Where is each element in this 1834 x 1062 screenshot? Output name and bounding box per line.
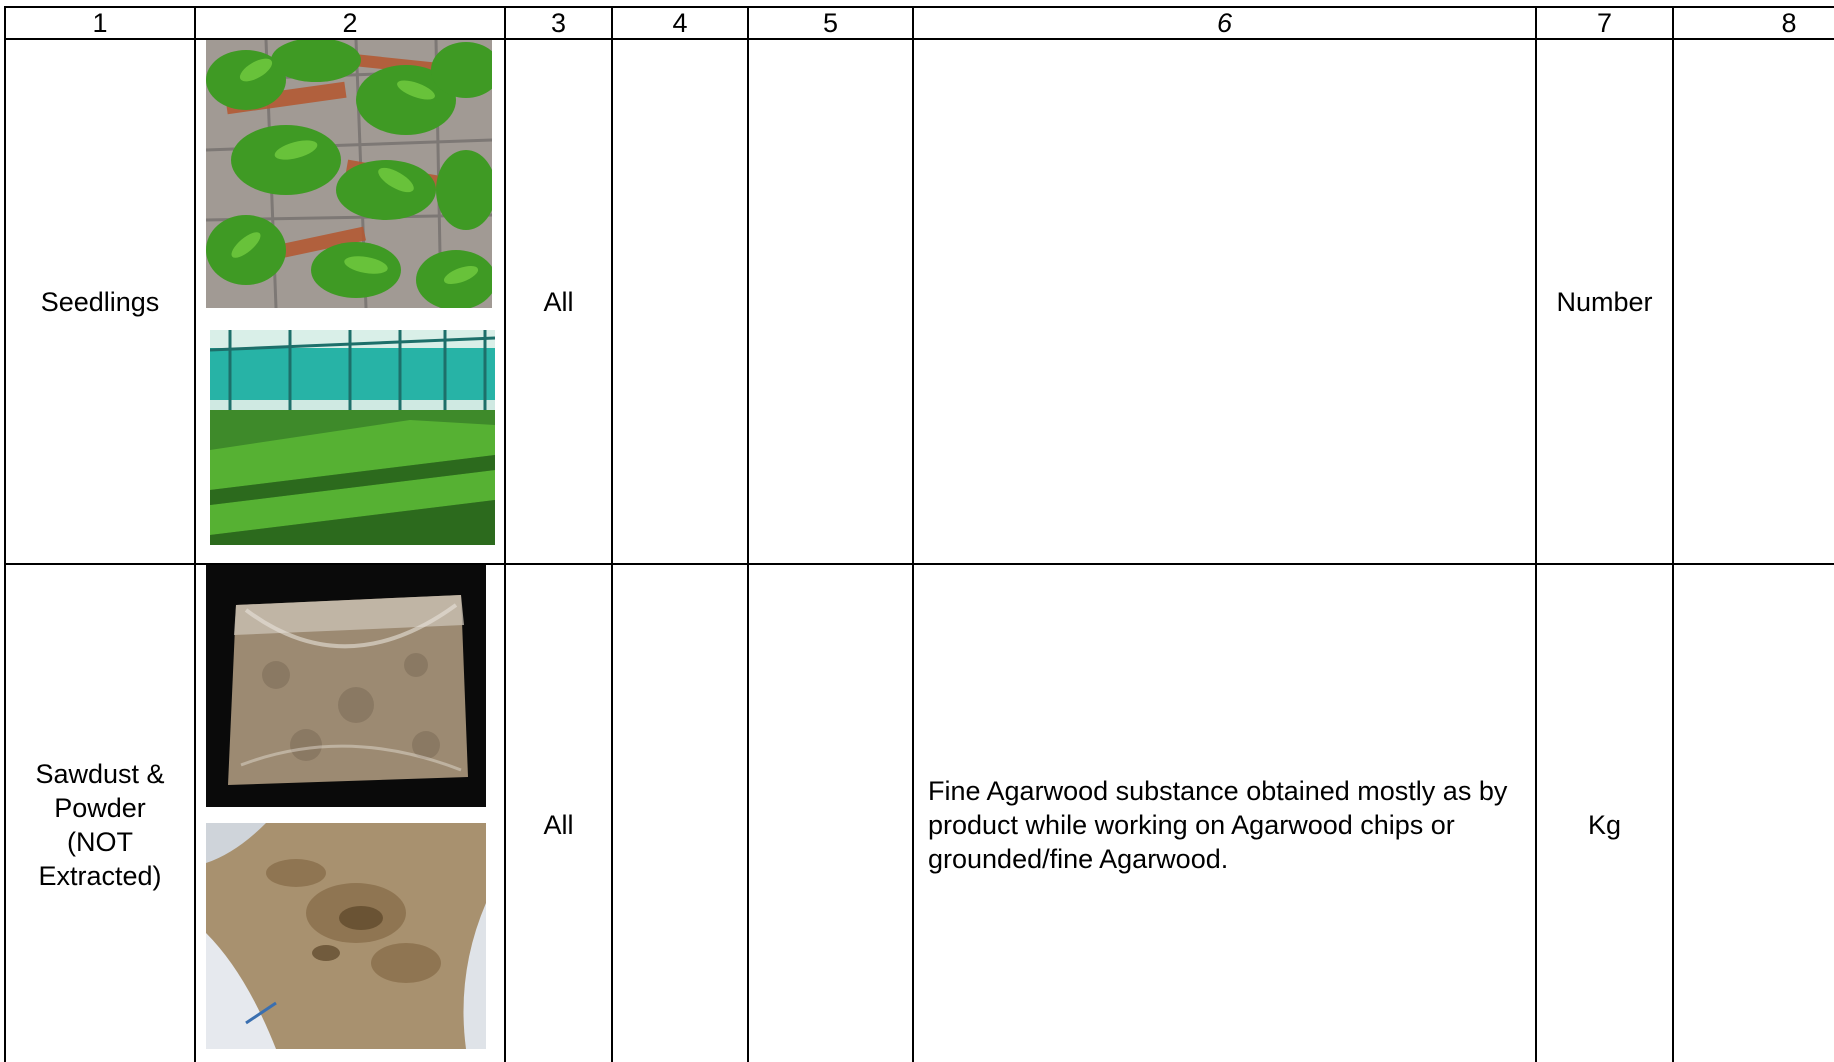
header-cell-8: 8 (1673, 7, 1834, 39)
image-cell (195, 564, 505, 1062)
region-cell: All (505, 39, 612, 564)
product-name-cell: Seedlings (5, 39, 195, 564)
sawdust-bag-photo (206, 565, 486, 807)
product-name-line: Powder (54, 793, 146, 823)
region-cell: All (505, 564, 612, 1062)
header-cell-6: 6 (913, 7, 1536, 39)
product-name-cell (5, 564, 195, 1062)
table-row-seedlings (5, 39, 1834, 564)
table-row-sawdust (5, 564, 1834, 1062)
col5-cell (748, 564, 913, 1062)
unit-cell: Number (1536, 39, 1673, 564)
header-cell-4: 4 (612, 7, 748, 39)
description-cell: Fine Agarwood substance obtained mostly as by product while working on Agarwood chips or grounded/fine Agarwood. (913, 564, 1536, 1062)
header-cell-1: 1 (5, 7, 195, 39)
seedling-nursery-photo (210, 330, 495, 545)
seedling-bundles-photo (206, 40, 492, 308)
col5-cell (748, 39, 913, 564)
col8-cell (1673, 564, 1834, 1062)
description-cell (913, 39, 1536, 564)
product-name-line: (NOT (67, 827, 133, 857)
image-cell (195, 39, 505, 564)
header-cell-5: 5 (748, 7, 913, 39)
product-name-line: Extracted) (38, 861, 162, 891)
sawdust-sack-photo (206, 823, 486, 1049)
header-cell-2: 2 (195, 7, 505, 39)
col4-cell (612, 564, 748, 1062)
col4-cell (612, 39, 748, 564)
header-cell-3: 3 (505, 7, 612, 39)
header-cell-7: 7 (1536, 7, 1673, 39)
col8-cell (1673, 39, 1834, 564)
header-row (5, 7, 1834, 39)
product-name-line: Sawdust & (35, 759, 165, 789)
product-table (4, 6, 1834, 1062)
unit-cell: Kg (1536, 564, 1673, 1062)
